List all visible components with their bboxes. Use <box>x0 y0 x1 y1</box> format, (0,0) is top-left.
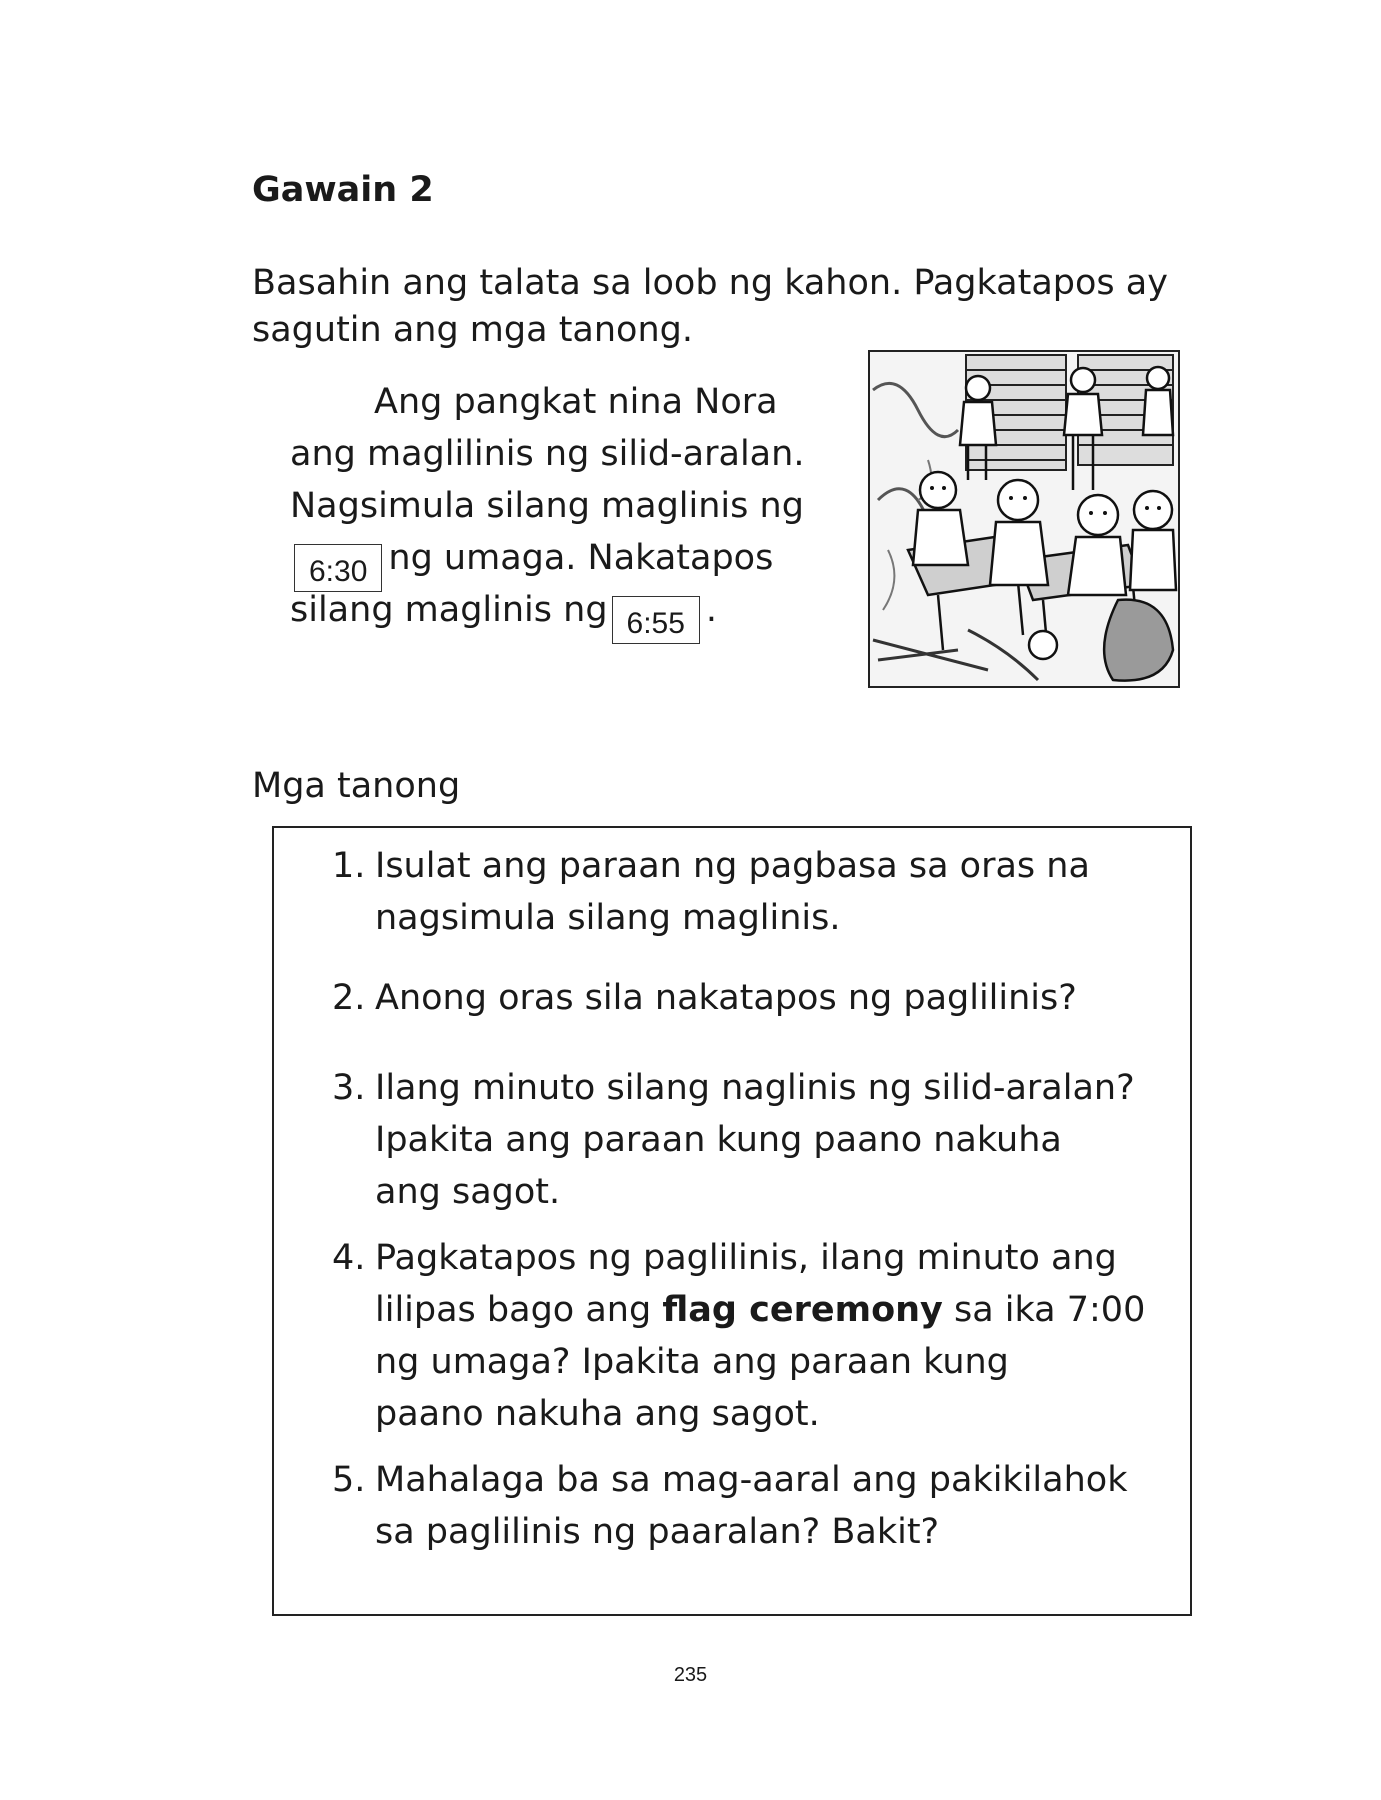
question-text: paano nakuha ang sagot. <box>375 1394 820 1434</box>
questions-box <box>272 826 1192 1616</box>
question-text: Ipakita ang paraan kung paano nakuha <box>375 1120 1062 1160</box>
paragraph-text: Ang pangkat nina Nora <box>374 382 778 422</box>
paragraph-text: ang maglilinis ng silid-aralan. <box>290 434 805 474</box>
paragraph-text: Nagsimula silang maglinis ng <box>290 486 804 526</box>
question-bold-term: flag ceremony <box>662 1290 943 1330</box>
question-item <box>332 972 1172 1024</box>
question-number: 2. <box>332 978 366 1018</box>
question-text: lilipas bago ang <box>375 1290 663 1330</box>
instructions-line: Basahin ang talata sa loob ng kahon. Pagkatapos ay <box>252 263 1168 303</box>
question-text: Anong oras sila nakatapos ng paglilinis? <box>375 978 1077 1018</box>
instructions-line: sagutin ang mga tanong. <box>252 310 693 350</box>
question-text: Mahalaga ba sa mag-aaral ang pakikilahok <box>375 1460 1128 1500</box>
question-item <box>332 1454 1172 1558</box>
question-item <box>332 1062 1172 1218</box>
start-time-box: 6:30 <box>294 544 382 592</box>
end-time-box: 6:55 <box>612 596 700 644</box>
question-text: ang sagot. <box>375 1172 561 1212</box>
page-title: Gawain 2 <box>252 170 434 210</box>
question-text: sa paglilinis ng paaralan? Bakit? <box>375 1512 940 1552</box>
question-number: 3. <box>332 1068 366 1108</box>
questions-list <box>332 840 1172 1558</box>
question-text: ng umaga? Ipakita ang paraan kung <box>375 1342 1009 1382</box>
paragraph-text: . <box>705 590 718 630</box>
question-text: Isulat ang paraan ng pagbasa sa oras na <box>375 846 1090 886</box>
question-number: 4. <box>332 1238 366 1278</box>
questions-heading: Mga tanong <box>252 766 461 806</box>
question-text: Ilang minuto silang naglinis ng silid-aralan? <box>375 1068 1135 1108</box>
question-text: nagsimula silang maglinis. <box>375 898 841 938</box>
paragraph-text: silang maglinis ng <box>290 590 608 630</box>
paragraph-text: ng umaga. Nakatapos <box>388 538 774 578</box>
question-number: 1. <box>332 846 366 886</box>
question-number: 5. <box>332 1460 366 1500</box>
reading-paragraph <box>290 376 830 640</box>
question-text: Pagkatapos ng paglilinis, ilang minuto ang <box>375 1238 1117 1278</box>
question-text: sa ika 7:00 <box>942 1290 1146 1330</box>
question-item <box>332 1232 1172 1440</box>
instructions <box>252 260 1252 354</box>
children-cleaning-classroom-illustration <box>868 350 1180 688</box>
question-item <box>332 840 1172 944</box>
page-number: 235 <box>673 1664 708 1686</box>
